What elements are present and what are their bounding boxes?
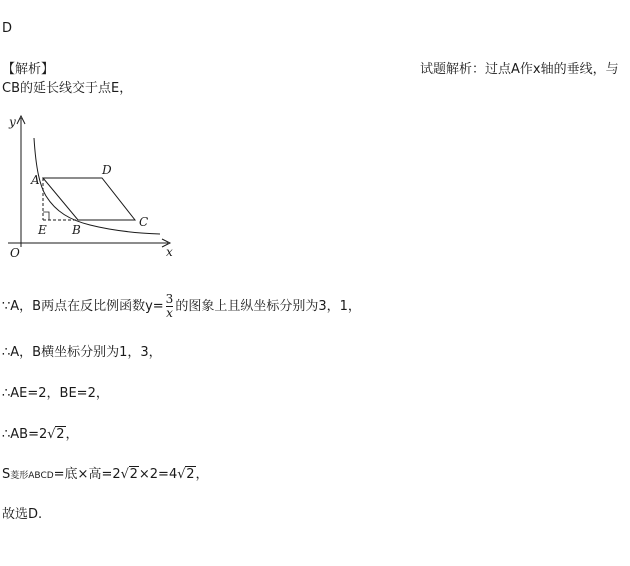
answer-text: D [2,21,13,36]
fraction-3-over-x [166,293,174,320]
step-6: 故选D. [2,507,43,522]
step-3: ∴AE=2，BE=2， [2,386,109,401]
step-5-suffix: ， [195,467,209,482]
step-5-mid2: ×2=4 [138,467,178,482]
step-5 [2,467,209,484]
sqrt-2: √ 2 [47,427,65,442]
step-2: ∴A，B横坐标分别为1，3， [2,345,162,360]
label-o: O [10,246,20,260]
fraction-denominator: x [166,306,173,320]
label-a: A [31,173,40,187]
label-d: D [102,163,112,177]
label-b: B [72,223,81,237]
parallelogram-abcd [43,178,135,220]
label-y: y [9,115,16,129]
step-1-suffix: 的图象上且纵坐标分别为3，1， [175,299,361,314]
label-e: E [38,223,47,237]
analysis-header: 【解析】 [2,62,55,77]
step-4-suffix: ， [65,427,79,442]
step-1 [2,292,361,322]
analysis-intro: 试题解析：过点A作x轴的垂线，与 [420,62,619,77]
area-subscript: 菱形ABCD [10,471,54,481]
fraction-numerator: 3 [165,292,174,306]
label-x: x [166,245,173,259]
step-4 [2,427,79,443]
step-1-prefix: ∵A，B两点在反比例函数y= [2,299,164,314]
step-4-prefix: ∴AB=2 [2,427,48,442]
label-c: C [139,215,149,229]
sqrt-2-second: √ 2 [177,467,195,482]
parallelogram-figure [0,110,185,260]
area-symbol: S [2,467,11,482]
sqrt-2-first: √ 2 [120,467,138,482]
analysis-intro-continued: CB的延长线交于点E， [2,81,133,96]
step-5-mid: =底×高=2 [53,467,121,482]
right-angle-mark [43,212,49,220]
